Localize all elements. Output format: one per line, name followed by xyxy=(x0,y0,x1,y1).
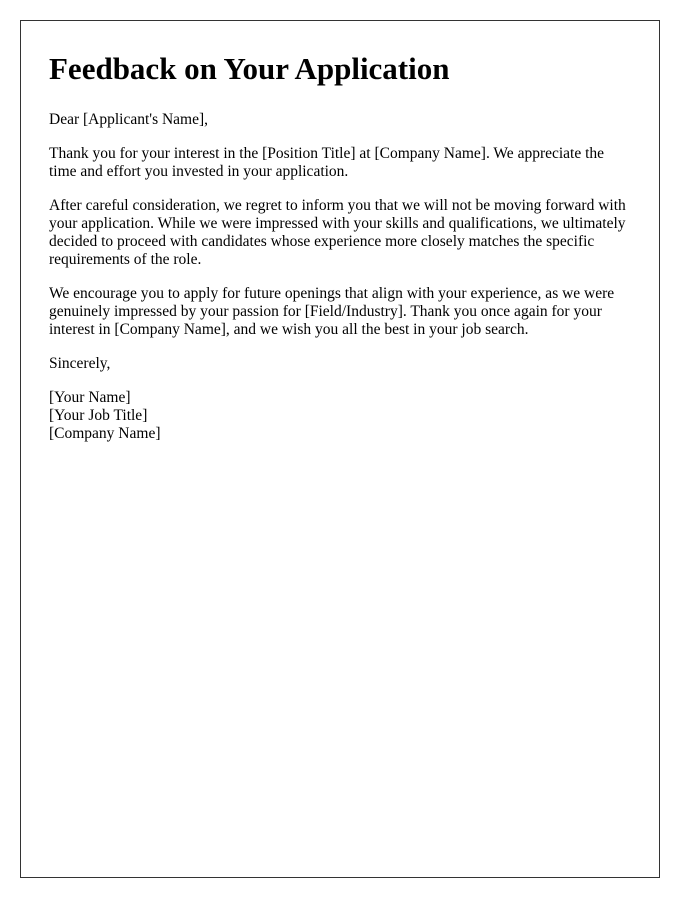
signature-job-title: [Your Job Title] xyxy=(49,407,148,424)
signature-block xyxy=(49,389,631,443)
signature-name: [Your Name] xyxy=(49,389,131,406)
paragraph-encouragement: We encourage you to apply for future openings that align with your experience, as we were genuinely impressed by your passion for [Field/Industry]. Thank you once again for your interest in [Company Name], and we wish you all the best in your job search. xyxy=(49,285,615,338)
closing: Sincerely, xyxy=(49,355,111,372)
paragraph-thank-you: Thank you for your interest in the [Position Title] at [Company Name]. We appreciate the time and effort you invested in your application. xyxy=(49,145,605,180)
letter-title: Feedback on Your Application xyxy=(49,51,450,86)
salutation: Dear [Applicant's Name], xyxy=(49,111,209,128)
signature-company: [Company Name] xyxy=(49,425,161,442)
letter-page xyxy=(20,20,660,878)
paragraph-decision: After careful consideration, we regret to inform you that we will not be moving forward with your application. While we were impressed with your skills and qualifications, we ultimately decided to proceed with candidates whose experience more closely matches the specific requirements of the role. xyxy=(49,197,626,268)
